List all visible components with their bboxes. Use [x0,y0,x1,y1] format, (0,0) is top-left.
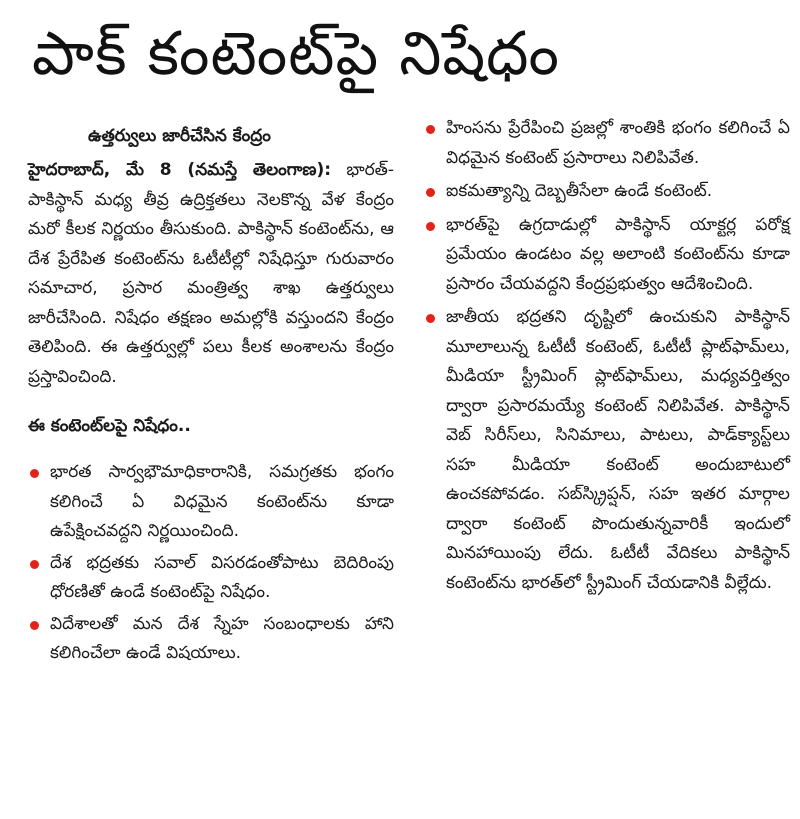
intro-text: భారత్-పాకిస్థాన్ మధ్య తీవ్ర ఉద్రిక్తతలు నెలకొన్న వేళ కేంద్రం మరో కీలక నిర్ణయం తీసుకుంది. పాకిస్థాన్ కంటెంట్‌ను, ఆ దేశ ప్రేరేపిత కంటెంట్‌ను ఓటీటీల్లో నిషేధిస్తూ గురువారం సమాచార, ప్రసార మంత్రిత్వ శాఖ ఉత్తర్వులు జారీచేసింది. నిషేధం తక్షణం అమల్లోకి వస్తుందని కేంద్రం తెలిపింది. ఈ ఉత్తర్వుల్లో పలు కీలక అంశాలను కేంద్రం ప్రస్తావించింది. [28,160,395,387]
bullet-item: జాతీయ భద్రతని దృష్టిలో ఉంచుకుని పాకిస్థాన్ మూలాలున్న ఓటీటీ కంటెంట్, ఓటీటీ ప్లాట్‌ఫామ్‌లు, మీడియా స్ట్రీమింగ్ ప్లాట్‌ఫామ్‌లు, మధ్యవర్తిత్వం ద్వారా ప్రసారమయ్యే కంటెంట్ నిలిపివేత. పాకిస్థాన్ వెబ్ సిరీస్‌లు, సినిమాలు, పాటలు, పాడ్‌క్యాస్ట్‌లు సహ మీడియా కంటెంట్ అందుబాటులో ఉంచకపోవడం. సబ్‌స్క్రిప్షన్, సహ ఇతర మార్గాల ద్వారా కంటెంట్ పొందుతున్నవారికీ ఇందులో మినహాయింపు లేదు. ఓటీటీ వేదికలు పాకిస్థాన్ కంటెంట్‌ను భారత్‌లో స్ట్రీమింగ్ చేయడానికి వీల్లేదు. [424,303,790,598]
bullet-item: హింసను ప్రేరేపించి ప్రజల్లో శాంతికి భంగం కలిగించే ఏ విధమైన కంటెంట్ ప్రసారాలు నిలిపివేత. [424,114,790,173]
left-bullet-list [28,458,394,669]
bullet-item: దేశ భద్రతకు సవాల్ విసరడంతోపాటు బెదిరింపు ధోరణితో ఉండే కంటెంట్‌పై నిషేధం. [28,549,394,608]
bullet-item: భారత సార్వభౌమాధికారానికి, సమగ్రతకు భంగం కలిగించే ఏ విధమైన కంటెంట్‌ను కూడా ఉపేక్షించవద్దని నిర్ణయించింది. [28,458,394,547]
intro-paragraph [28,156,394,392]
dateline: హైదరాబాద్, మే 8 (నమస్తే తెలంగాణ): [28,160,332,180]
bullet-item: భారత్‌పై ఉగ్రదాడుల్లో పాకిస్థాన్ యాక్టర్ల పరోక్ష ప్రమేయం ఉండటం వల్ల అలాంటి కంటెంట్‌ను కూడా ప్రసారం చేయవద్దని కేంద్రప్రభుత్వం ఆదేశించింది. [424,211,790,300]
bullet-item: విదేశాలతో మన దేశ స్నేహ సంబంధాలకు హాని కలిగించేలా ఉండే విషయాలు. [28,610,394,669]
right-bullet-list [424,114,790,598]
right-column [424,114,790,671]
headline: పాక్ కంటెంట్‌పై నిషేధం [32,19,560,89]
section-title: ఈ కంటెంట్‌లపై నిషేధం.. [28,416,191,436]
subheadline: ఉత్తర్వులు జారీచేసిన కేంద్రం [88,126,271,146]
bullet-item: ఐకమత్యాన్ని దెబ్బతీసేలా ఉండే కంటెంట్. [424,177,790,207]
article-columns [14,114,790,671]
left-column [14,114,394,671]
